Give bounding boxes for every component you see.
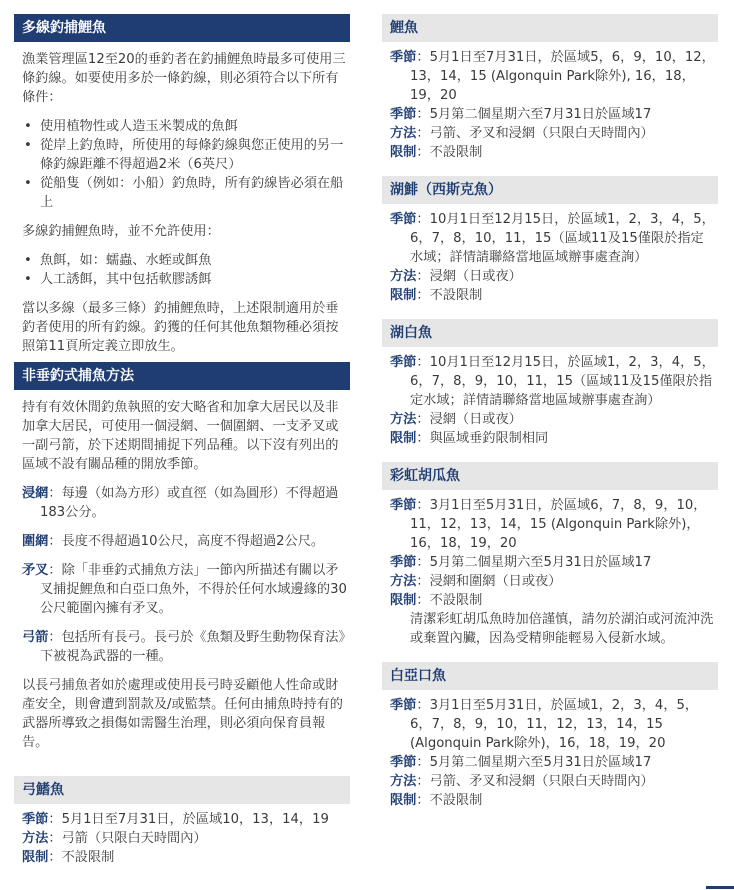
section-white-sucker xyxy=(382,696,718,810)
limit-line: 限制：不設限制 xyxy=(22,850,115,865)
section-bowfin xyxy=(14,810,350,867)
smelt-note: 清潔彩虹胡瓜魚時加倍謹慎，請勿於湖泊或河流沖洗或棄置內臟，因為受精卵能輕易入侵新水域。 xyxy=(410,612,714,646)
paragraph: 持有有效休閒釣魚執照的安大略省和加拿大居民以及非加拿大居民，可使用一個浸網、一個圍網、一支矛叉或一副弓箭，於下述期間捕捉下列品種。以下沒有列出的區域不設有關品種的開放季節。 xyxy=(22,400,339,472)
season-line: 季節：3月1日至5月31日，於區域6，7，8，9，10，11，12，13，14，15 (Algonquin Park除外)，16，18，19，20 xyxy=(390,498,707,551)
list-item: • 人工誘餌，其中包括軟膠誘餌 xyxy=(24,272,212,287)
bullet-icon: • xyxy=(24,138,32,153)
page-corner-rule xyxy=(706,886,734,889)
limit-line: 限制：不設限制 xyxy=(390,145,483,160)
method-line: 方法：弓箭（只限白天時間內） xyxy=(22,831,207,846)
paragraph: 當以多線（最多三條）釣捕鯉魚時，上述限制適用於垂釣者使用的所有釣線。釣獲的任何其他魚類物種必須按照第11頁所定義立即放生。 xyxy=(22,301,339,354)
section-rainbow-smelt xyxy=(382,496,718,648)
method-line: 方法：浸網和圍網（日或夜） xyxy=(390,574,562,589)
term-spear: 矛叉：除「非垂釣式捕魚方法」一節內所描述有關以矛叉捕捉鯉魚和白亞口魚外，不得於任何水域邊緣的30公尺範圍內擁有矛叉。 xyxy=(22,563,347,616)
season-line: 季節：3月1日至5月31日，於區域1，2，3，4，5，6，7，8，9，10，11，12，13，14，15 (Algonquin Park除外)，16，18，19，20 xyxy=(390,698,699,751)
method-line: 方法：弓箭、矛叉和浸網（只限白天時間內） xyxy=(390,774,654,789)
section-multi-line-carp xyxy=(14,50,350,356)
list-item: • 使用植物性或人造玉米製成的魚餌 xyxy=(24,119,238,134)
season-line: 季節：5月1日至7月31日，於區域5，6，9，10，12，13，14，15 (Algonquin Park除外), 16，18，19，20 xyxy=(390,50,715,103)
paragraph: 以長弓捕魚者如於處理或使用長弓時妥顧他人性命或財產安全，則會遭到罰款及/或監禁。任何由捕魚時持有的武器所導致之損傷如需醫生治理，則必須向保育員報告。 xyxy=(22,678,343,750)
section-cisco xyxy=(382,210,718,305)
section-carp xyxy=(382,48,718,162)
section-header-cisco: 湖鯡（西斯克魚） xyxy=(382,176,718,204)
list-item: • 從岸上釣魚時，所使用的每條釣線與您正使用的另一條釣線距離不得超過2米（6英尺） xyxy=(24,138,344,172)
season-line: 季節：10月1日至12月15日，於區域1，2，3，4，5，6，7，8，10，11，15（區域11及15僅限於指定水域；詳情請聯絡當地區域辦事處查詢） xyxy=(390,212,715,265)
paragraph: 多線釣捕鯉魚時，並不允許使用： xyxy=(22,224,220,239)
limit-line: 限制：不設限制 xyxy=(390,793,483,808)
season-line: 季節：5月1日至7月31日，於區域10，13，14，19 xyxy=(22,812,329,827)
section-header-lake-whitefish: 湖白魚 xyxy=(382,319,718,347)
method-line: 方法：浸網（日或夜） xyxy=(390,412,522,427)
section-header-white-sucker: 白亞口魚 xyxy=(382,662,718,690)
season-line: 季節：10月1日至12月15日，於區域1，2，3，4，5，6，7，8，9，10，11，15（區域11及15僅限於指定水域；詳情請聯絡當地區域辦事處查詢） xyxy=(390,355,715,408)
bullet-list xyxy=(22,117,348,212)
season-line: 季節：5月第二個星期六至7月31日於區域17 xyxy=(390,107,652,122)
season-line: 季節：5月第二個星期六至5月31日於區域17 xyxy=(390,755,652,770)
bullet-icon: • xyxy=(24,253,32,268)
bullet-icon: • xyxy=(24,176,32,191)
list-item: • 從船隻（例如：小船）釣魚時，所有釣線皆必須在船上 xyxy=(24,176,344,210)
section-lake-whitefish xyxy=(382,353,718,448)
bullet-icon: • xyxy=(24,272,32,287)
paragraph: 漁業管理區12至20的垂釣者在釣捕鯉魚時最多可使用三條釣線。如要使用多於一條釣線，則必須符合以下所有條件： xyxy=(22,52,346,105)
method-line: 方法：浸網（日或夜） xyxy=(390,269,522,284)
limit-line: 限制：與區域垂釣限制相同 xyxy=(390,431,549,446)
term-dip-net: 浸網：每邊（如為方形）或直徑（如為圓形）不得超過183公分。 xyxy=(22,486,339,520)
season-line: 季節：5月第二個星期六至5月31日於區域17 xyxy=(390,555,652,570)
section-header-rainbow-smelt: 彩虹胡瓜魚 xyxy=(382,462,718,490)
section-header-carp: 鯉魚 xyxy=(382,14,718,42)
term-seine-net: 圍網：長度不得超過10公尺，高度不得超過2公尺。 xyxy=(22,534,325,549)
bullet-list xyxy=(22,251,348,289)
method-line: 方法：弓箭、矛叉和浸網（只限白天時間內） xyxy=(390,126,654,141)
section-header-multi-line-carp: 多線釣捕鯉魚 xyxy=(14,14,350,42)
section-non-angling-methods xyxy=(14,398,350,752)
limit-line: 限制：不設限制 xyxy=(390,593,483,608)
bullet-icon: • xyxy=(24,119,32,134)
right-column xyxy=(382,14,718,810)
list-item: • 魚餌，如：蠕蟲、水蛭或餌魚 xyxy=(24,253,212,268)
section-header-bowfin: 弓鰭魚 xyxy=(14,776,350,804)
limit-line: 限制：不設限制 xyxy=(390,288,483,303)
section-header-non-angling-methods: 非垂釣式捕魚方法 xyxy=(14,362,350,390)
left-column xyxy=(14,14,350,867)
term-bow: 弓箭：包括所有長弓。長弓於《魚類及野生動物保育法》下被視為武器的一種。 xyxy=(22,630,346,664)
